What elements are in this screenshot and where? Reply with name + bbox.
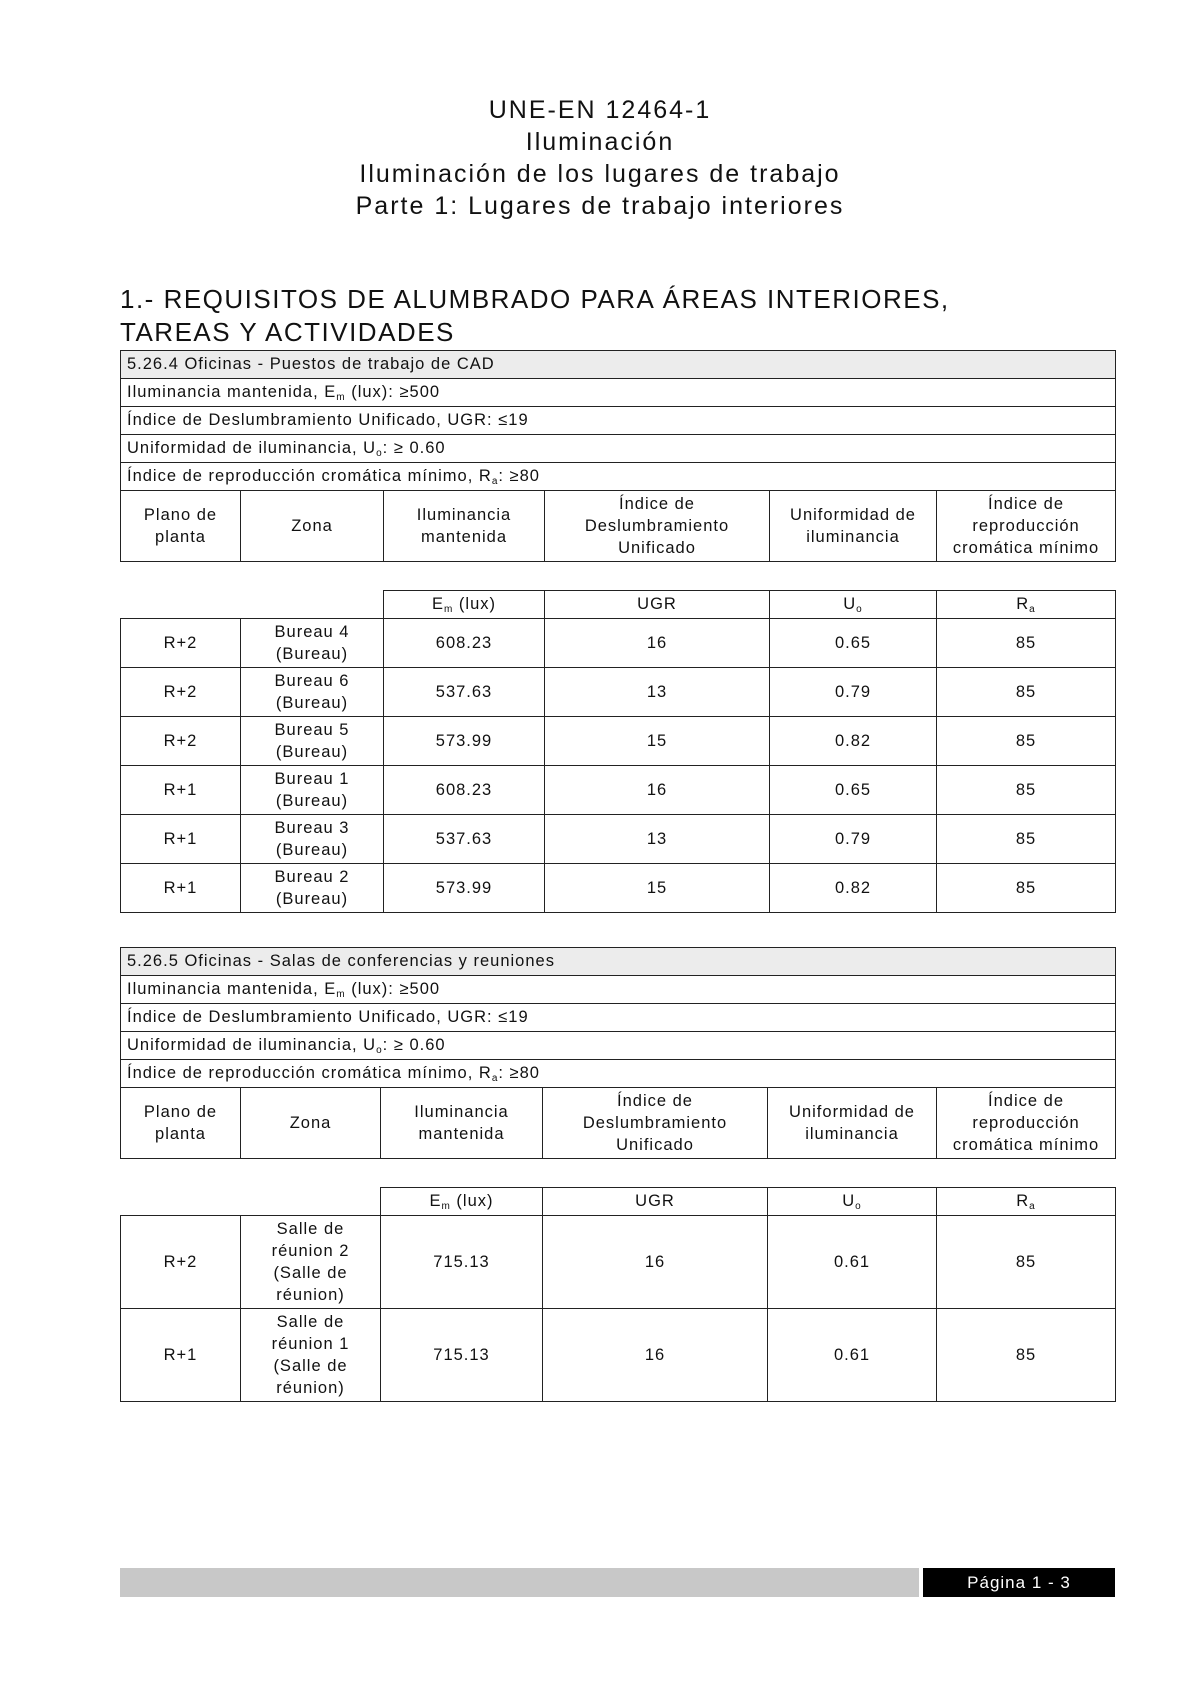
cell-uo: 0.65	[770, 766, 937, 815]
cell-zona: Bureau 4 (Bureau)	[241, 619, 384, 668]
cell-ra: 85	[937, 864, 1116, 913]
cell-em: 715.13	[381, 1309, 543, 1402]
section-heading-line2: TAREAS Y ACTIVIDADES	[120, 317, 455, 347]
req-ugr: Índice de Deslumbramiento Unificado, UGR: ≤19	[121, 407, 1116, 435]
standard-part: Parte 1: Lugares de trabajo interiores	[355, 192, 845, 220]
cell-zona: Bureau 1 (Bureau)	[241, 766, 384, 815]
unit-em: $E_m$ (lux)	[381, 1188, 543, 1216]
requirements-table-cad	[120, 350, 1116, 562]
cell-em: 608.23	[384, 619, 545, 668]
cell-zona: Bureau 6 (Bureau)	[241, 668, 384, 717]
req-reproduccion: Índice de reproducción cromática mínimo, $R_a$: ≥80	[121, 1060, 1116, 1088]
table-row	[121, 668, 1116, 717]
requirements-table-salas	[120, 947, 1116, 1159]
table-row	[121, 864, 1116, 913]
table-row	[121, 1309, 1116, 1402]
results-table-cad	[120, 590, 1116, 913]
document-header	[0, 94, 1200, 222]
standard-code: UNE-EN 12464-1	[488, 96, 712, 124]
unit-ugr: UGR	[543, 1188, 768, 1216]
cell-ra: 85	[937, 668, 1116, 717]
cell-uo: 0.65	[770, 619, 937, 668]
col-iluminancia: Iluminancia mantenida	[381, 1088, 543, 1159]
cell-plano: R+2	[121, 717, 241, 766]
cell-uo: 0.79	[770, 815, 937, 864]
table-row	[121, 1216, 1116, 1309]
req-iluminancia: Iluminancia mantenida, $E_m$ (lux): ≥500	[121, 379, 1116, 407]
cell-ugr: 16	[543, 1216, 768, 1309]
unit-em: $E_m$ (lux)	[384, 591, 545, 619]
col-ugr: Índice de Deslumbramiento Unificado	[543, 1088, 768, 1159]
req-uniformidad: Uniformidad de iluminancia, $U_o$: ≥ 0.60	[121, 435, 1116, 463]
cell-ugr: 13	[545, 668, 770, 717]
section-heading	[120, 283, 1080, 349]
req-uniformidad: Uniformidad de iluminancia, $U_o$: ≥ 0.60	[121, 1032, 1116, 1060]
col-plano: Plano de planta	[121, 491, 241, 562]
results-table-salas	[120, 1187, 1116, 1402]
cell-zona: Bureau 2 (Bureau)	[241, 864, 384, 913]
unit-uo: $U_o$	[768, 1188, 937, 1216]
col-iluminancia: Iluminancia mantenida	[384, 491, 545, 562]
requirements-title: 5.26.4 Oficinas - Puestos de trabajo de CAD	[121, 351, 1116, 379]
standard-topic: Iluminación	[525, 128, 675, 156]
cell-ugr: 13	[545, 815, 770, 864]
unit-ra: $R_a$	[937, 1188, 1116, 1216]
col-ra: Índice de reproducción cromática mínimo	[937, 491, 1116, 562]
cell-ra: 85	[937, 1216, 1116, 1309]
cell-ugr: 16	[543, 1309, 768, 1402]
col-zona: Zona	[241, 1088, 381, 1159]
col-ugr: Índice de Deslumbramiento Unificado	[545, 491, 770, 562]
cell-ra: 85	[937, 766, 1116, 815]
cell-zona: Bureau 5 (Bureau)	[241, 717, 384, 766]
cell-uo: 0.82	[770, 717, 937, 766]
col-uniformidad: Uniformidad de iluminancia	[770, 491, 937, 562]
cell-em: 537.63	[384, 815, 545, 864]
footer-bar	[120, 1568, 919, 1597]
table-row	[121, 619, 1116, 668]
cell-plano: R+1	[121, 1309, 241, 1402]
cell-ra: 85	[937, 815, 1116, 864]
units-blank	[121, 1188, 381, 1216]
col-zona: Zona	[241, 491, 384, 562]
req-iluminancia: Iluminancia mantenida, $E_m$ (lux): ≥500	[121, 976, 1116, 1004]
cell-uo: 0.61	[768, 1309, 937, 1402]
table-row	[121, 815, 1116, 864]
cell-em: 573.99	[384, 717, 545, 766]
cell-plano: R+1	[121, 766, 241, 815]
cell-uo: 0.82	[770, 864, 937, 913]
cell-em: 608.23	[384, 766, 545, 815]
unit-ra: $R_a$	[937, 591, 1116, 619]
units-blank	[121, 591, 384, 619]
cell-ugr: 16	[545, 766, 770, 815]
cell-plano: R+2	[121, 619, 241, 668]
cell-ra: 85	[937, 1309, 1116, 1402]
cell-em: 573.99	[384, 864, 545, 913]
col-uniformidad: Uniformidad de iluminancia	[768, 1088, 937, 1159]
cell-zona: Bureau 3 (Bureau)	[241, 815, 384, 864]
table-row	[121, 717, 1116, 766]
cell-ra: 85	[937, 717, 1116, 766]
col-plano: Plano de planta	[121, 1088, 241, 1159]
cell-plano: R+1	[121, 864, 241, 913]
cell-zona: Salle de réunion 1 (Salle de réunion)	[241, 1309, 381, 1402]
cell-ra: 85	[937, 619, 1116, 668]
col-ra: Índice de reproducción cromática mínimo	[937, 1088, 1116, 1159]
cell-em: 537.63	[384, 668, 545, 717]
cell-ugr: 16	[545, 619, 770, 668]
cell-plano: R+1	[121, 815, 241, 864]
cell-zona: Salle de réunion 2 (Salle de réunion)	[241, 1216, 381, 1309]
cell-em: 715.13	[381, 1216, 543, 1309]
section-heading-line1: 1.- REQUISITOS DE ALUMBRADO PARA ÁREAS INTERIORES,	[120, 284, 950, 314]
cell-ugr: 15	[545, 717, 770, 766]
req-reproduccion: Índice de reproducción cromática mínimo, $R_a$: ≥80	[121, 463, 1116, 491]
cell-ugr: 15	[545, 864, 770, 913]
unit-ugr: UGR	[545, 591, 770, 619]
page-number: Página 1 - 3	[923, 1568, 1115, 1597]
cell-uo: 0.79	[770, 668, 937, 717]
cell-uo: 0.61	[768, 1216, 937, 1309]
unit-uo: $U_o$	[770, 591, 937, 619]
requirements-title: 5.26.5 Oficinas - Salas de conferencias y reuniones	[121, 948, 1116, 976]
table-row	[121, 766, 1116, 815]
standard-title: Iluminación de los lugares de trabajo	[359, 160, 841, 188]
cell-plano: R+2	[121, 668, 241, 717]
cell-plano: R+2	[121, 1216, 241, 1309]
req-ugr: Índice de Deslumbramiento Unificado, UGR: ≤19	[121, 1004, 1116, 1032]
